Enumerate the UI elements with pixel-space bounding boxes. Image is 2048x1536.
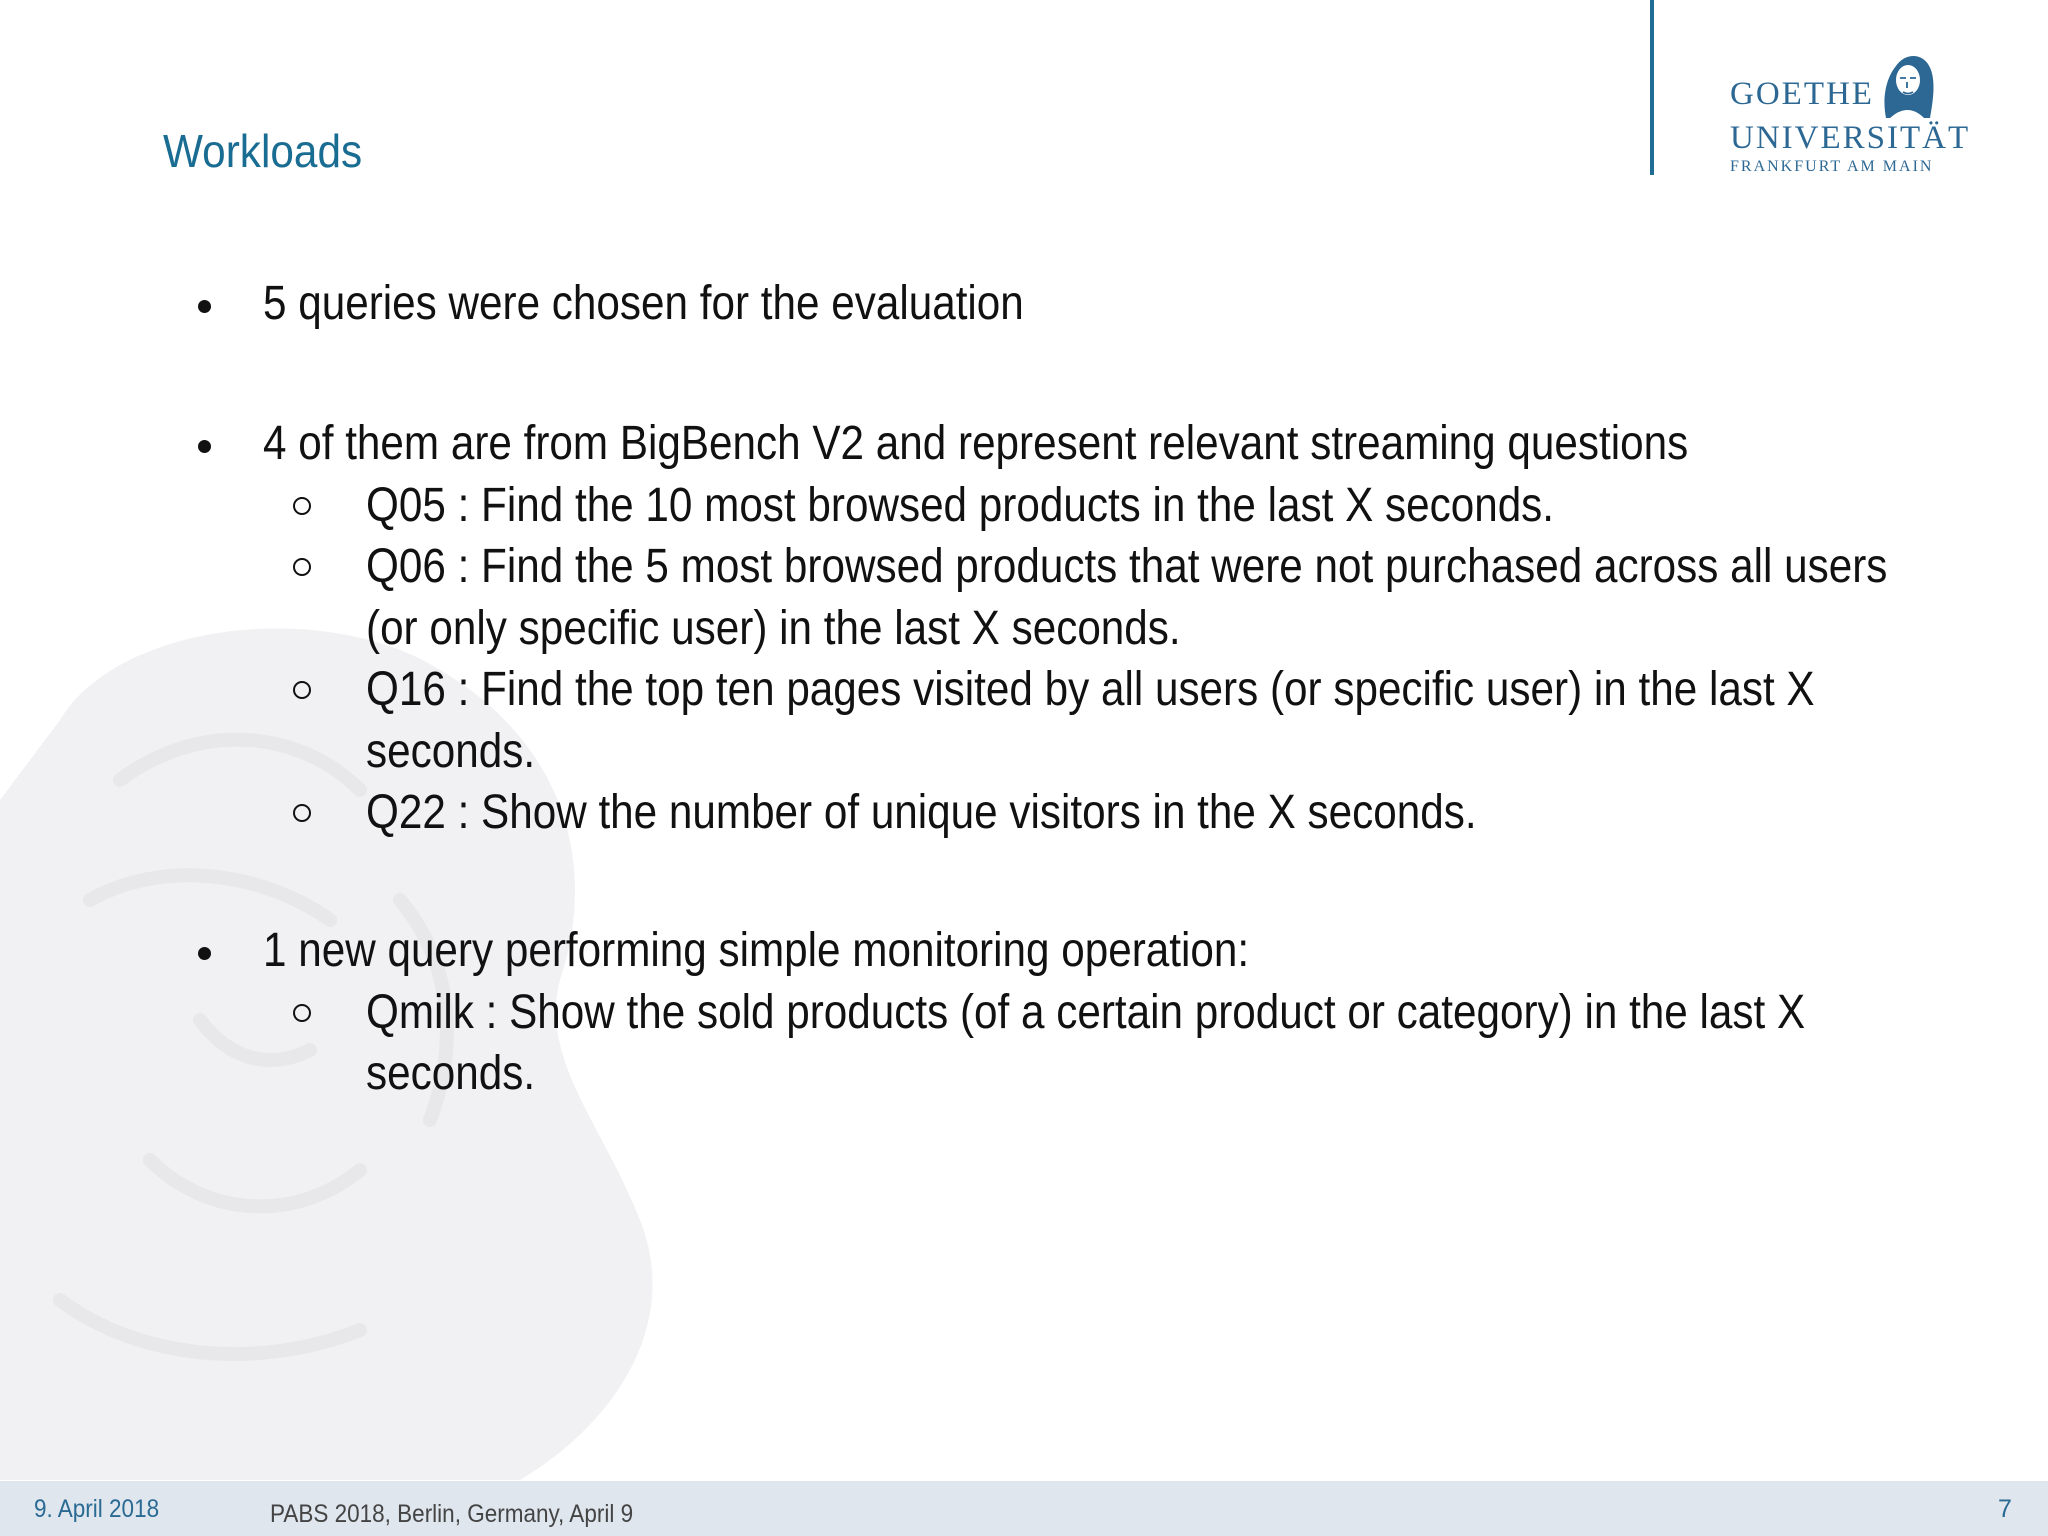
sub-bullet-circle <box>293 558 311 576</box>
sub-bullet-text: Q16 : Find the top ten pages visited by all users (or specific user) in the last X <box>366 663 1815 716</box>
sub-bullet-text: seconds. <box>366 724 536 778</box>
sub-bullet-text: Qmilk : Show the sold products (of a certain product or category) in the last X <box>366 985 1806 1039</box>
sub-bullet-text: Q22 : Show the number of unique visitors in the X seconds. <box>366 786 1477 839</box>
bullet-dot <box>198 947 211 960</box>
bullet-text: 5 queries were chosen for the evaluation <box>263 277 1024 330</box>
logo-line-2: UNIVERSITÄT <box>1730 120 1971 156</box>
sub-bullet-circle <box>293 681 311 699</box>
sub-bullet-text: seconds. <box>366 1047 536 1100</box>
bullet-text: 4 of them are from BigBench V2 and represent relevant streaming questions <box>263 417 1689 470</box>
sub-bullet-text: (or only specific user) in the last X seconds. <box>366 601 1181 655</box>
page-number: 7 <box>1998 1495 2012 1523</box>
sub-bullet-text: Q05 : Find the 10 most browsed products in the last X seconds. <box>366 478 1555 532</box>
footer-conference: PABS 2018, Berlin, Germany, April 9 <box>270 1500 634 1528</box>
bullet-dot <box>198 440 211 453</box>
footer-date: 9. April 2018 <box>34 1495 160 1523</box>
slide-title: Workloads <box>163 125 363 177</box>
sub-bullet-circle <box>293 497 311 515</box>
sub-bullet-circle <box>293 804 311 822</box>
bullet-dot <box>198 300 211 313</box>
sub-bullet-circle <box>293 1004 311 1022</box>
logo-line-1: GOETHE <box>1730 76 1874 112</box>
logo-line-3: FRANKFURT AM MAIN <box>1730 158 1934 175</box>
sub-bullet-text: Q06 : Find the 5 most browsed products that were not purchased across all users <box>366 540 1888 593</box>
bullet-text: 1 new query performing simple monitoring operation: <box>263 924 1250 977</box>
